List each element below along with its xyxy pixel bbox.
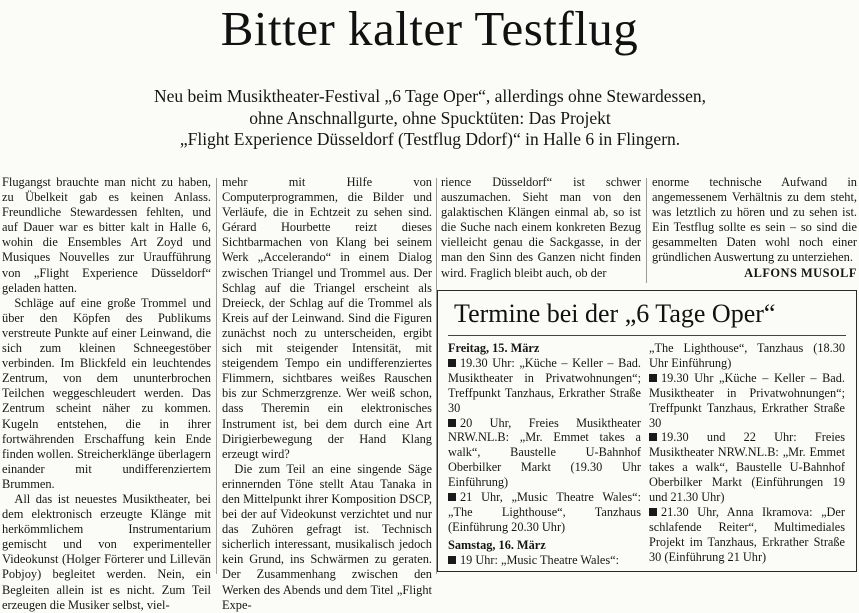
schedule-column-1	[448, 341, 641, 568]
schedule-day-label: Freitag, 15. März	[448, 341, 540, 355]
schedule-entry-text: 21 Uhr, „Music Theatre Wales“: „The Lighthouse“, Tanzhaus (Einführung 20.30 Uhr)	[448, 490, 641, 534]
byline	[652, 266, 857, 281]
subhead-line: ohne Anschnallgurte, ohne Spucktüten: Das Projekt	[249, 107, 611, 128]
schedule-entry	[448, 553, 641, 568]
article-paragraph: Flugangst brauchte man nicht zu haben, zu Übelkeit gab es keinen Anlass. Freundliche Stewardessen fehlten, und auf Dauer war es bitter kalt in Halle 6, wohin die Ensembles Art Zoyd und Musiques Nouvelles zur Uraufführung von „Flight Experience Düsseldorf“ geladen hatten.	[2, 175, 211, 295]
column-divider	[216, 178, 217, 574]
schedule-column-2	[649, 341, 845, 565]
schedule-entry-text: 21.30 Uhr, Anna Ikramova: „Der schlafende Reiter“, Multimediales Projekt im Tanzhaus, Erkrather Straße 30 (Einführung 21 Uhr)	[649, 504, 845, 564]
article-column-3	[441, 175, 641, 281]
bullet-square-icon	[649, 433, 657, 441]
schedule-day	[448, 538, 641, 553]
schedule-entry	[448, 356, 641, 416]
bullet-square-icon	[448, 493, 456, 501]
schedule-entry-text: 20 Uhr, Freies Musiktheater NRW.NL.B: „Mr. Emmet takes a walk“, Baustelle U-Bahnhof Oberbilker Markt (19.30 Uhr Einführung)	[448, 415, 641, 490]
article-paragraph: mehr mit Hilfe von Computerprogrammen, die Bilder und Verläufe, die in Echtzeit zu sehen sind. Gérard Hourbette reizt dieses Sichtbarmachen von Klang bei seinem Werk „Accelerando“ in einem Dialog zwischen Triangel und Trommel aus. Der Schlag auf die Triangel erscheint als Dreieck, der Schlag auf die Trommel als Kreis auf der Leinwand. Sind die Figuren zunächst noch zu unterscheiden, ergibt sich mit steigender Intensität, mit steigendem Tempo ein undifferenziertes Flimmern, sichtbares weißes Rauschen bis zur Schmerzgrenze. Wer weiß schon, dass Theremin ein elektronisches Instrument ist, bei dem durch eine Art Dirigierbewegung der Hand Klang erzeugt wird?	[222, 175, 432, 461]
schedule-box	[437, 290, 857, 572]
article-column-1	[2, 175, 211, 613]
subhead-line: Neu beim Musiktheater-Festival „6 Tage Oper“, allerdings ohne Stewardessen,	[153, 86, 707, 106]
schedule-entry	[649, 430, 845, 505]
schedule-entry	[649, 505, 845, 565]
schedule-day-label: Samstag, 16. März	[448, 537, 546, 552]
article-column-2	[222, 175, 432, 613]
headline: Bitter kalter Testflug	[220, 1, 639, 56]
article-paragraph: Schläge auf eine große Trommel und über den Köpfen des Publikums verstreute Punkte auf einer Leinwand, die sich zum kleinen Schneegestöber verbinden. Im Blickfeld ein leuchtendes Zentrum, von dem ununterbrochen Teilchen weggeschleudert werden. Das Zentrum scheint näher zu kommen. Kugeln entstehen, die in ihrer fortwährenden Erschaffung kein Ende finden wollen. Streicherklänge überlagern einander mit undifferenziertem Brummen.	[2, 295, 211, 491]
schedule-entry-text: 19.30 Uhr: „Küche – Keller – Bad. Musiktheater in Privatwohnungen“; Treffpunkt Tanzhaus, Erkrather Straße 30	[448, 355, 641, 415]
bullet-square-icon	[649, 374, 657, 382]
article-column-4	[652, 175, 857, 281]
article-paragraph: enorme technische Aufwand in angemessenem Verhältnis zu dem steht, was letztlich zu hören und zu sehen ist. Ein Testflug sollte es sein – so sind die gesammelten Daten wohl noch einer gründlichen Auswertung zu unterziehen.	[652, 175, 857, 265]
schedule-entry-text: 19.30 Uhr „Küche – Keller – Bad. Musiktheater in Privatwohnungen“; Treffpunkt Tanzhaus, Erkrather Straße 30	[649, 370, 845, 430]
schedule-entry	[448, 416, 641, 491]
article-paragraph: Die zum Teil an eine singende Säge erinnernden Töne stellt Atau Tanaka in den Mittelpunkt ihrer Komposition DSCP, bei der auf Videokunst verzichtet und nur das Zuhören gefragt ist. Technisch sicherlich interessant, musikalisch jedoch kein Grund, ins Schwärmen zu geraten. Der Zusammenhang zwischen den Werken des Abends und dem Titel „Flight Expe-	[222, 461, 432, 612]
schedule-day	[448, 341, 641, 356]
subheadline	[60, 86, 800, 151]
bullet-square-icon	[448, 359, 456, 367]
author-name: ALFONS MUSOLF	[744, 265, 857, 280]
column-divider	[646, 178, 647, 283]
bullet-square-icon	[448, 419, 456, 427]
bullet-square-icon	[448, 556, 456, 564]
schedule-entry-text: 19.30 und 22 Uhr: Freies Musiktheater NRW.NL.B: „Mr. Emmet takes a walk“, Baustelle U-Bahnhof Oberbilker Markt (Einführungen 19 und 21.30 Uhr)	[649, 430, 845, 505]
schedule-rule	[448, 335, 846, 336]
bullet-square-icon	[649, 508, 657, 516]
schedule-entry	[448, 490, 641, 535]
article-paragraph: rience Düsseldorf“ ist schwer auszumachen. Sieht man von den galaktischen Klängen einmal ab, so ist die Suche nach einem konkreten Bezug vielleicht genau die Sackgasse, in der man den Sinn des Ganzen nicht finden wird. Fraglich bleibt auch, ob der	[441, 175, 641, 280]
subhead-line: „Flight Experience Düsseldorf (Testflug Ddorf)“ in Halle 6 in Flingern.	[179, 129, 681, 149]
schedule-entry-text: „The Lighthouse“, Tanzhaus (18.30 Uhr Einführung)	[649, 341, 845, 370]
schedule-entry	[649, 341, 845, 371]
schedule-title: Termine bei der „6 Tage Oper“	[454, 299, 776, 328]
article-paragraph: All das ist neuestes Musiktheater, bei dem elektronisch erzeugte Klänge mit herkömmlichem Instrumentarium gemischt und von experimenteller Videokunst (Holger Förterer und Lillevän Pobjoy) begleitet werden. Nein, ein Begleiten allein ist es nicht. Zum Teil erzeugen die Musiker selbst, viel-	[2, 491, 211, 612]
schedule-entry	[649, 371, 845, 431]
schedule-entry-text: 19 Uhr: „Music Theatre Wales“:	[460, 552, 620, 567]
